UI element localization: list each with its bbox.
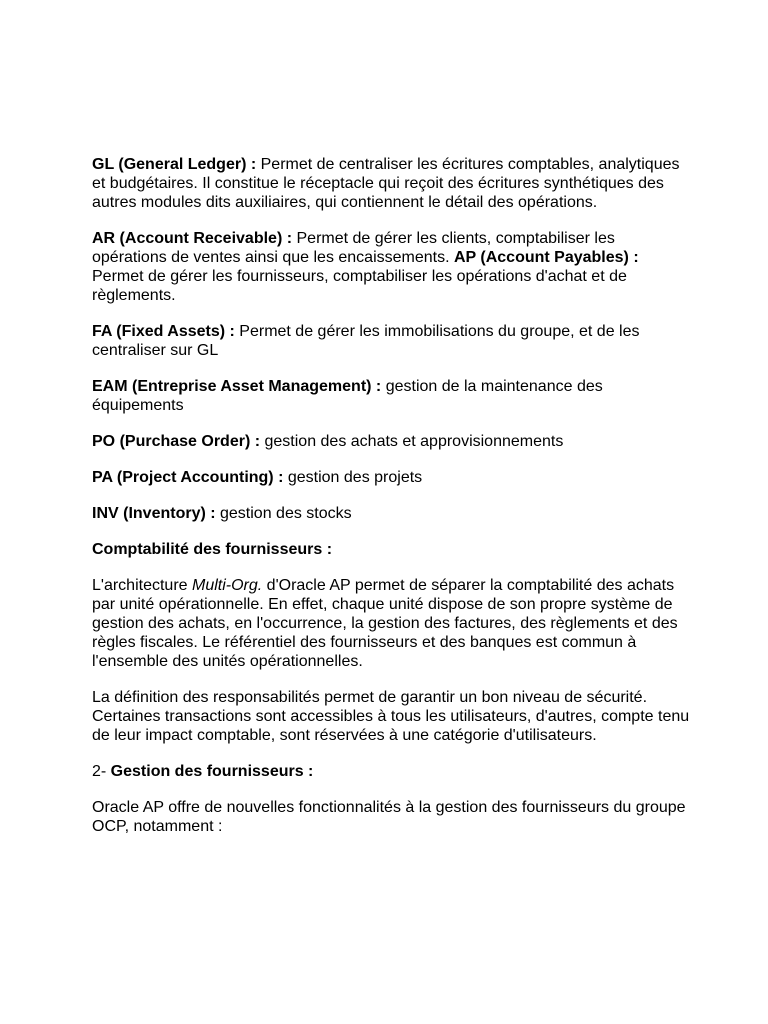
section-heading: Gestion des fournisseurs : xyxy=(110,763,314,780)
term-description: Permet de gérer les clients, comptabiliser les opérations de ventes ainsi que les encaissements. xyxy=(92,230,615,266)
italic-term: Multi-Org. xyxy=(192,577,263,594)
term-label: EAM (Entreprise Asset Management) : xyxy=(92,378,382,395)
section-number: 2- xyxy=(92,763,111,780)
term-label: FA (Fixed Assets) : xyxy=(92,323,235,340)
paragraph-fa xyxy=(92,322,692,360)
term-description: Permet de centraliser les écritures comptables, analytiques et budgétaires. Il constitue le réceptacle qui reçoit des écritures synthétiques des autres modules dits auxiliaires, qui contiennent le détail des opérations. xyxy=(92,156,680,211)
paragraph-inv xyxy=(92,504,692,523)
term-description: Permet de gérer les fournisseurs, comptabiliser les opérations d'achat et de règlements. xyxy=(92,268,627,304)
paragraph-body: d'Oracle AP permet de séparer la comptabilité des achats par unité opérationnelle. En effet, chaque unité dispose de son propre système de gestion des achats, en l'occurrence, la gestion des factures, des règlements et des règles fiscales. Le référentiel des fournisseurs et des banques est commun à l'ensemble des unités opérationnelles. xyxy=(92,577,678,670)
section-heading: Comptabilité des fournisseurs : xyxy=(92,541,333,558)
paragraph-responsabilites: La définition des responsabilités permet de garantir un bon niveau de sécurité. Certaines transactions sont accessibles à tous les utilisateurs, d'autres, compte tenu de leur impact comptable, sont réservées à une catégorie d'utilisateurs. xyxy=(92,689,690,744)
term-description: gestion de la maintenance des équipements xyxy=(92,378,603,414)
term-description: gestion des projets xyxy=(283,469,423,486)
paragraph-oracle-ap: Oracle AP offre de nouvelles fonctionnalités à la gestion des fournisseurs du groupe OCP, notamment : xyxy=(92,799,686,835)
section-heading-numbered xyxy=(92,762,692,781)
term-label: INV (Inventory) : xyxy=(92,505,216,522)
term-label: PA (Project Accounting) : xyxy=(92,469,284,486)
term-description: Permet de gérer les immobilisations du groupe, et de les centraliser sur GL xyxy=(92,323,640,359)
paragraph-multi-org xyxy=(92,576,692,671)
paragraph-gl xyxy=(92,155,692,212)
paragraph-po xyxy=(92,432,692,451)
paragraph-intro: L'architecture xyxy=(92,577,192,594)
paragraph-pa xyxy=(92,468,692,487)
document-page xyxy=(92,155,692,853)
paragraph-ar-ap xyxy=(92,229,692,305)
paragraph-eam xyxy=(92,377,692,415)
term-description: gestion des achats et approvisionnements xyxy=(260,433,564,450)
term-description: gestion des stocks xyxy=(215,505,352,522)
term-label: GL (General Ledger) : xyxy=(92,156,257,173)
term-label: PO (Purchase Order) : xyxy=(92,433,261,450)
term-label: AR (Account Receivable) : xyxy=(92,230,293,247)
term-label: AP (Account Payables) : xyxy=(454,249,639,266)
